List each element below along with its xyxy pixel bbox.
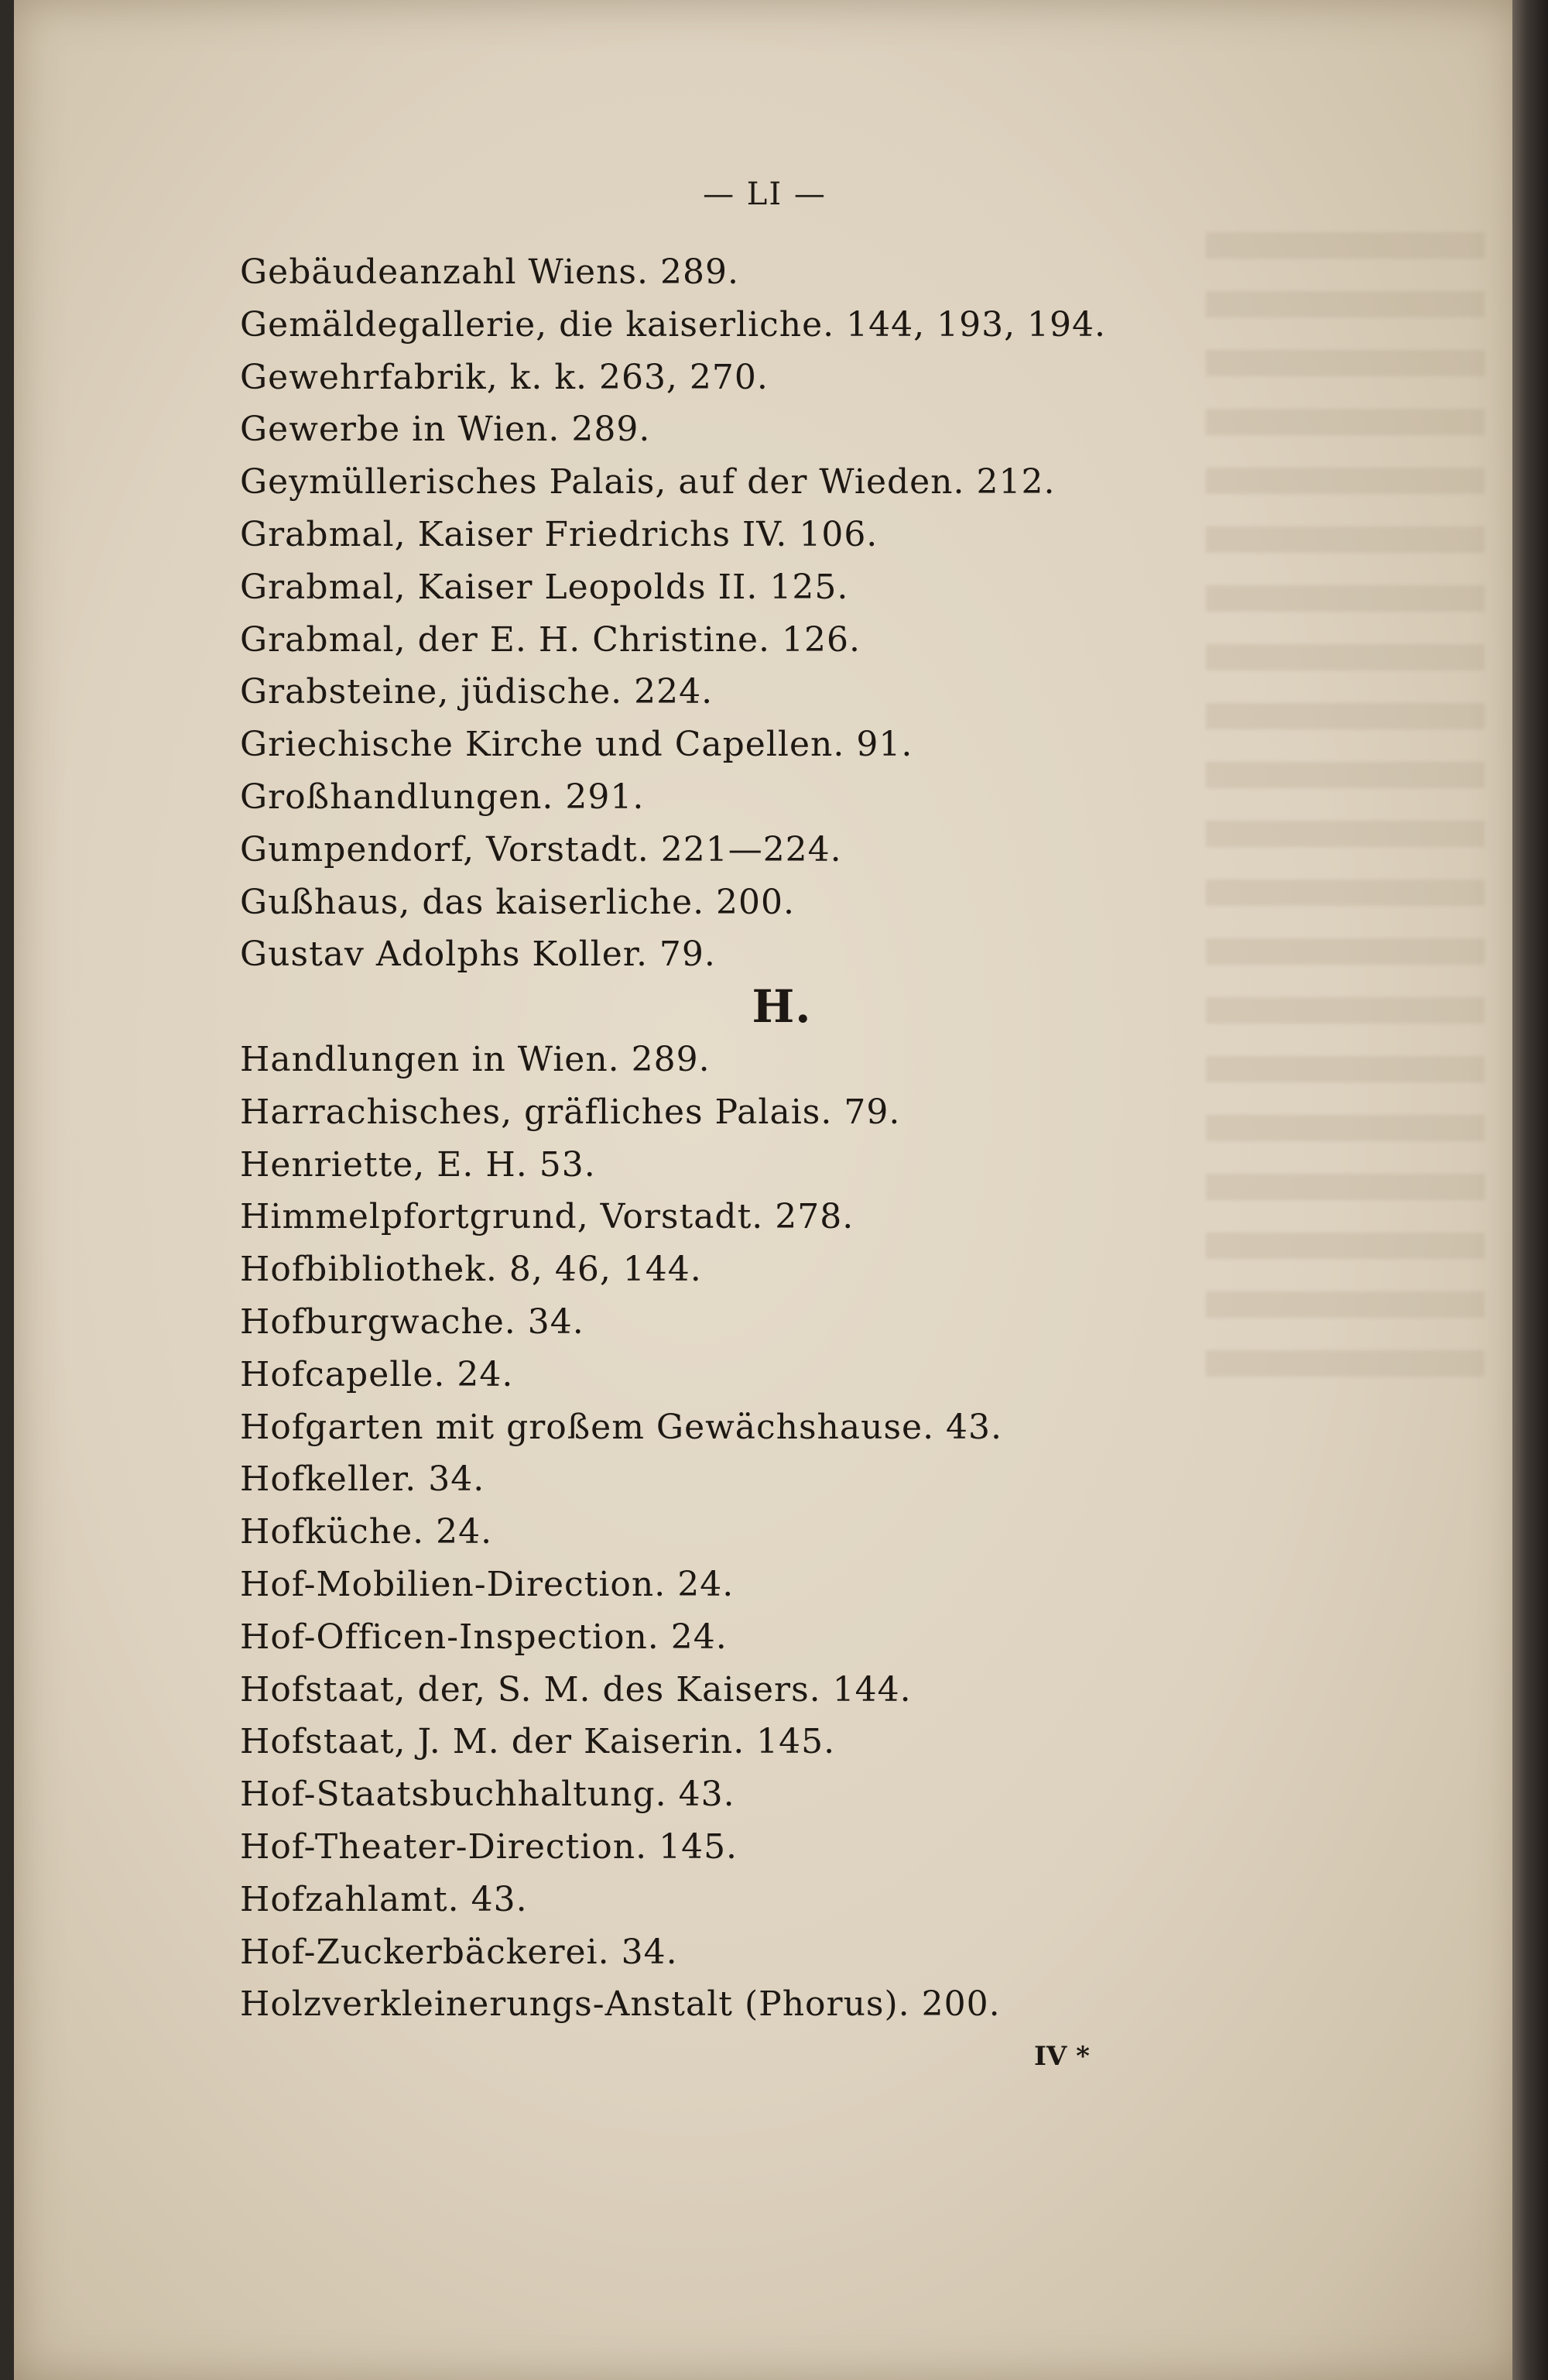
- index-entry: Gumpendorf, Vorstadt. 221—224.: [240, 829, 842, 869]
- index-entry: Hofküche. 24.: [240, 1512, 493, 1552]
- index-entry: Hofgarten mit großem Gewächshause. 43.: [240, 1407, 1003, 1447]
- index-entry: Hofbibliothek. 8, 46, 144.: [240, 1250, 702, 1290]
- index-entry: Holzverkleinerungs-Anstalt (Phorus). 200.: [240, 1984, 1001, 2025]
- index-entry: Gußhaus, das kaiserliche. 200.: [240, 882, 796, 922]
- index-entry: Hofstaat, J. M. der Kaiserin. 145.: [240, 1722, 836, 1762]
- index-entries: [240, 246, 1339, 2031]
- index-entry: Gebäudeanzahl Wiens. 289.: [240, 252, 739, 292]
- index-entry: Hofstaat, der, S. M. des Kaisers. 144.: [240, 1669, 912, 1710]
- index-entry: Griechische Kirche und Capellen. 91.: [240, 725, 913, 765]
- index-entry: Hof-Officen-Inspection. 24.: [240, 1617, 728, 1657]
- index-entry: Grabmal, Kaiser Leopolds II. 125.: [240, 567, 849, 607]
- signature-mark: IV *: [1034, 2041, 1090, 2072]
- index-entry: Gewehrfabrik, k. k. 263, 270.: [240, 357, 769, 397]
- index-entry: Hof-Zuckerbäckerei. 34.: [240, 1932, 678, 1972]
- index-entry: Grabmal, der E. H. Christine. 126.: [240, 619, 861, 660]
- index-entry: Hofkeller. 34.: [240, 1459, 485, 1500]
- book-page: [14, 0, 1522, 2380]
- index-entry: Grabmal, Kaiser Friedrichs IV. 106.: [240, 514, 878, 554]
- index-entry: Hof-Mobilien-Direction. 24.: [240, 1564, 735, 1604]
- index-entry: Geymüllerisches Palais, auf der Wieden. 212.: [240, 462, 1056, 502]
- index-entry: Hof-Staatsbuchhaltung. 43.: [240, 1775, 735, 1815]
- book-spine-edge: [1512, 0, 1548, 2380]
- index-entry: Himmelpfortgrund, Vorstadt. 278.: [240, 1197, 854, 1237]
- index-entry: Hof-Theater-Direction. 145.: [240, 1826, 738, 1867]
- index-entry: Hofcapelle. 24.: [240, 1354, 514, 1394]
- index-entry: Grabsteine, jüdische. 224.: [240, 672, 714, 712]
- index-entry: Handlungen in Wien. 289.: [240, 1039, 711, 1079]
- index-entry: Großhandlungen. 291.: [240, 777, 645, 817]
- index-entry: Hofzahlamt. 43.: [240, 1879, 528, 1919]
- section-heading-h: H.: [752, 980, 812, 1034]
- index-entry: Hofburgwache. 34.: [240, 1301, 584, 1342]
- index-entry: Gustav Adolphs Koller. 79.: [240, 935, 716, 975]
- index-entry: Henriette, E. H. 53.: [240, 1144, 596, 1185]
- index-entry: Gemäldegallerie, die kaiserliche. 144, 193, 194.: [240, 304, 1107, 345]
- index-entry: Gewerbe in Wien. 289.: [240, 410, 651, 450]
- page-number: — LI —: [703, 177, 827, 212]
- index-entry: Harrachisches, gräfliches Palais. 79.: [240, 1092, 901, 1132]
